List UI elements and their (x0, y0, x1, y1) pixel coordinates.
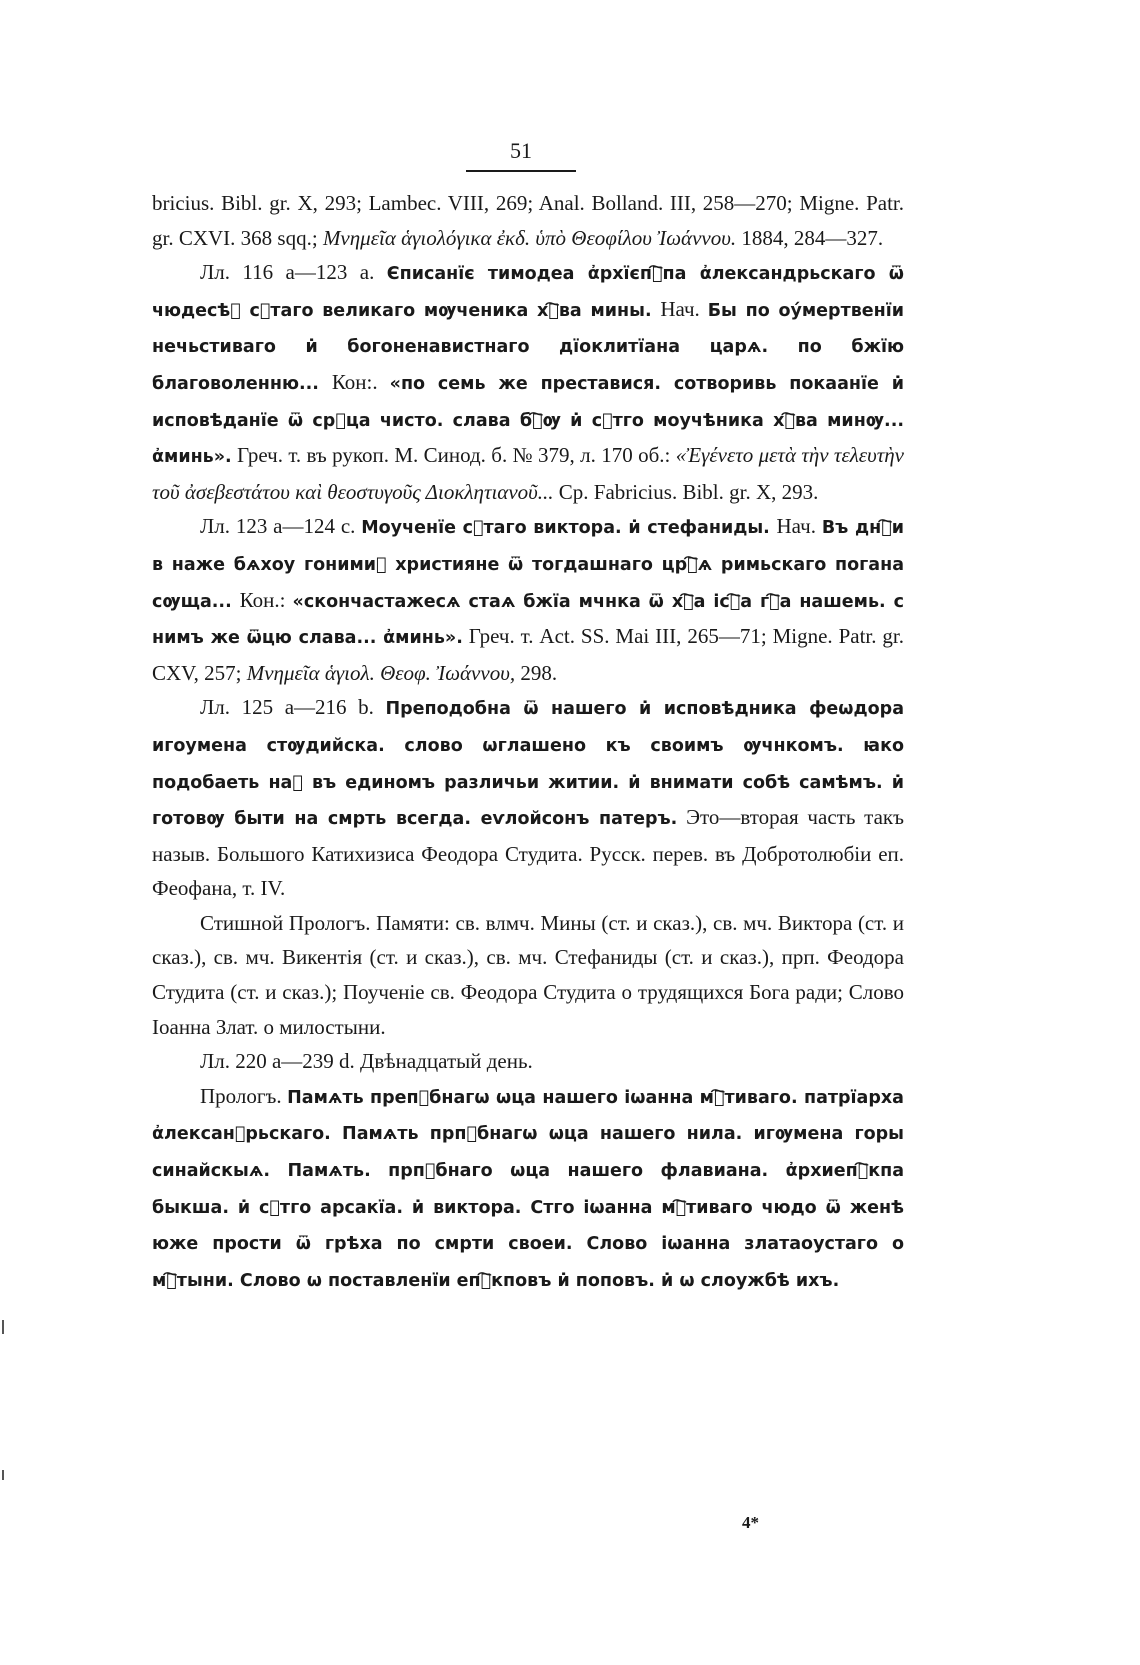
text-segment: Кон.: (239, 587, 293, 612)
slavonic-explicit: «по семь же преставися. сотворивь покаанїе и̇ исповѣданїе ѿ срⷣца чисто. слава бⷹ҇ѹ и̇ сⷮтго моучѣника хⷭ҇ва минѹ... ἀминь». (152, 373, 904, 468)
text-segment: Греч. т. Act. SS. Mai III, 265—71; Migne. Patr. gr. CXV, 257; (152, 624, 904, 685)
scan-margin-mark (2, 1320, 4, 1334)
slavonic-explicit: «скончастажесѧ стаѧ бжїа мчнка ѿ хⷭ҇а ісⷭ҇а гⷭ҇а нашемь. с нимъ же ѿцю слава... ἀминь». (152, 591, 904, 649)
paragraph-prologue (152, 1079, 904, 1299)
signature-mark: 4* (742, 1513, 759, 1532)
slavonic-title: Преподобна ѿ нашего и̇ исповѣдника феѡдора игоумена стѹдийска. слово ѡглашено къ своимъ ѹчнкомъ. ꙗко подобаеть наⷨ въ единомъ различьи житии. и̇ внимати собѣ самѣмъ. и̇ готовѹ быти на смрть всегда. еѵлойсонъ патеръ. (152, 699, 904, 830)
folio-ref: Лл. 125 а—216 b. (200, 695, 386, 720)
greek-segment: «Ἐγένετο μετὰ τὴν τελευτὴν τοῦ ἀσεβεστάτου καὶ θεοστυγοῦς Διοκλητιανοῦ... (152, 443, 904, 504)
slavonic-title: Моученїе сⷮтаго виктора. и̇ стефаниды. (361, 518, 777, 539)
folio-ref: Лл. 220 а—239 d. Двѣнадцатый день. (200, 1049, 533, 1074)
text-segment: Нач. (776, 514, 822, 539)
text-segment: Ср. Fabricius. Bibl. gr. X, 293. (553, 479, 819, 504)
text-segment: 1884, 284—327. (736, 225, 884, 250)
paragraph-continuation (152, 186, 904, 255)
paragraph-entry-220 (152, 1044, 904, 1079)
page-number: 51 (510, 138, 532, 163)
paragraph-entry-125 (152, 690, 904, 906)
slavonic-text: Памѧть препⷣбнагѡ ѡца нашего іѡанна мⷭ҇тиваго. патрїарха ἀлексанⷣрьскаго. Памѧть прпⷣбнагѡ ѡца нашего нила. игѹмена горы синайскыѧ. Памѧть. прпⷣбнаго ѡца нашего флавиана. ἀрхиепⷭ҇кпа быкша. и̇ сⷮтго арсакїа. и̇ виктора. Стго іѡанна мⷭ҇тиваго чюдо ѿ женѣ юже прости ѿ грѣха по смрти своеи. Слово іѡанна златаоустаго о мⷭ҇тыни. Слово ѡ поставленїи епⷭ҇кповъ и̇ поповъ. и̇ ѡ слоужбѣ ихъ. (152, 1087, 904, 1291)
slavonic-incipit: Бы по оу́мертвенїи нечьстиваго и̇ богоненавистнаго дїоклитїана царѧ. по бжїю благоволенню... (152, 300, 905, 394)
page-number-rule (466, 170, 576, 172)
slavonic-incipit: Въ днⷭ҇и в наже бѧхоу гонимиꙵ християне ѿ тогдашнаго црⷭ҇ѧ римьскаго погана сѹща... (152, 518, 904, 612)
text-segment: 298. (515, 660, 558, 685)
text-segment: Прологъ. (200, 1083, 288, 1108)
paragraph-entry-116 (152, 255, 904, 509)
paragraph-prologue-memories (152, 906, 904, 1044)
text-segment: Стишной Прологъ. Памяти: св. влмч. Мины (ст. и сказ.), св. мч. Виктора (ст. и сказ.), св. мч. Викентія (ст. и сказ.), св. мч. Стефаниды (ст. и сказ.), прп. Феодора Студита (ст. и сказ.); Поученіе св. Феодора Студита о трудящихся Бога ради; Слово Іоанна Злат. о милостыни. (152, 910, 904, 1039)
text-segment: Это—вторая часть такъ назыв. Большого Катихизиса Феодора Студита. Русск. перев. въ Добротолюбіи еп. Феофана, т. IV. (152, 805, 904, 901)
text-segment: Нач. (660, 296, 708, 321)
scan-margin-mark (2, 1470, 4, 1480)
text-segment: Греч. т. въ рукоп. М. Синод. б. № 379, л. 170 об.: (231, 443, 676, 468)
folio-ref: Лл. 116 а—123 а. (200, 260, 387, 285)
slavonic-title: Єписанїє тимодеа ἀрхїєпⷭ҇па ἀлександрьскаго ѿ чюдесѣⷯ сⷮтаго великаго мѹченика хⷭ҇ва мины. (152, 264, 904, 321)
text-segment: bricius. Bibl. gr. X, 293; Lambec. VIII, 269; Anal. Bolland. III, 258—270; Migne. Patr. gr. CXVI. 368 sqq.; (152, 191, 904, 250)
folio-ref: Лл. 123 а—124 с. (200, 514, 362, 539)
paragraph-entry-123 (152, 509, 904, 690)
text-segment: Кон:. (331, 369, 390, 394)
greek-segment: Μνημεῖα ἁγιολόγικα ἐκδ. ὑπὸ Θεοφίλου Ἰωάννου. (322, 225, 737, 250)
greek-segment: Μνημεῖα ἁγιολ. Θεοφ. Ἰωάννου, (246, 660, 516, 685)
text-block (152, 186, 904, 1298)
